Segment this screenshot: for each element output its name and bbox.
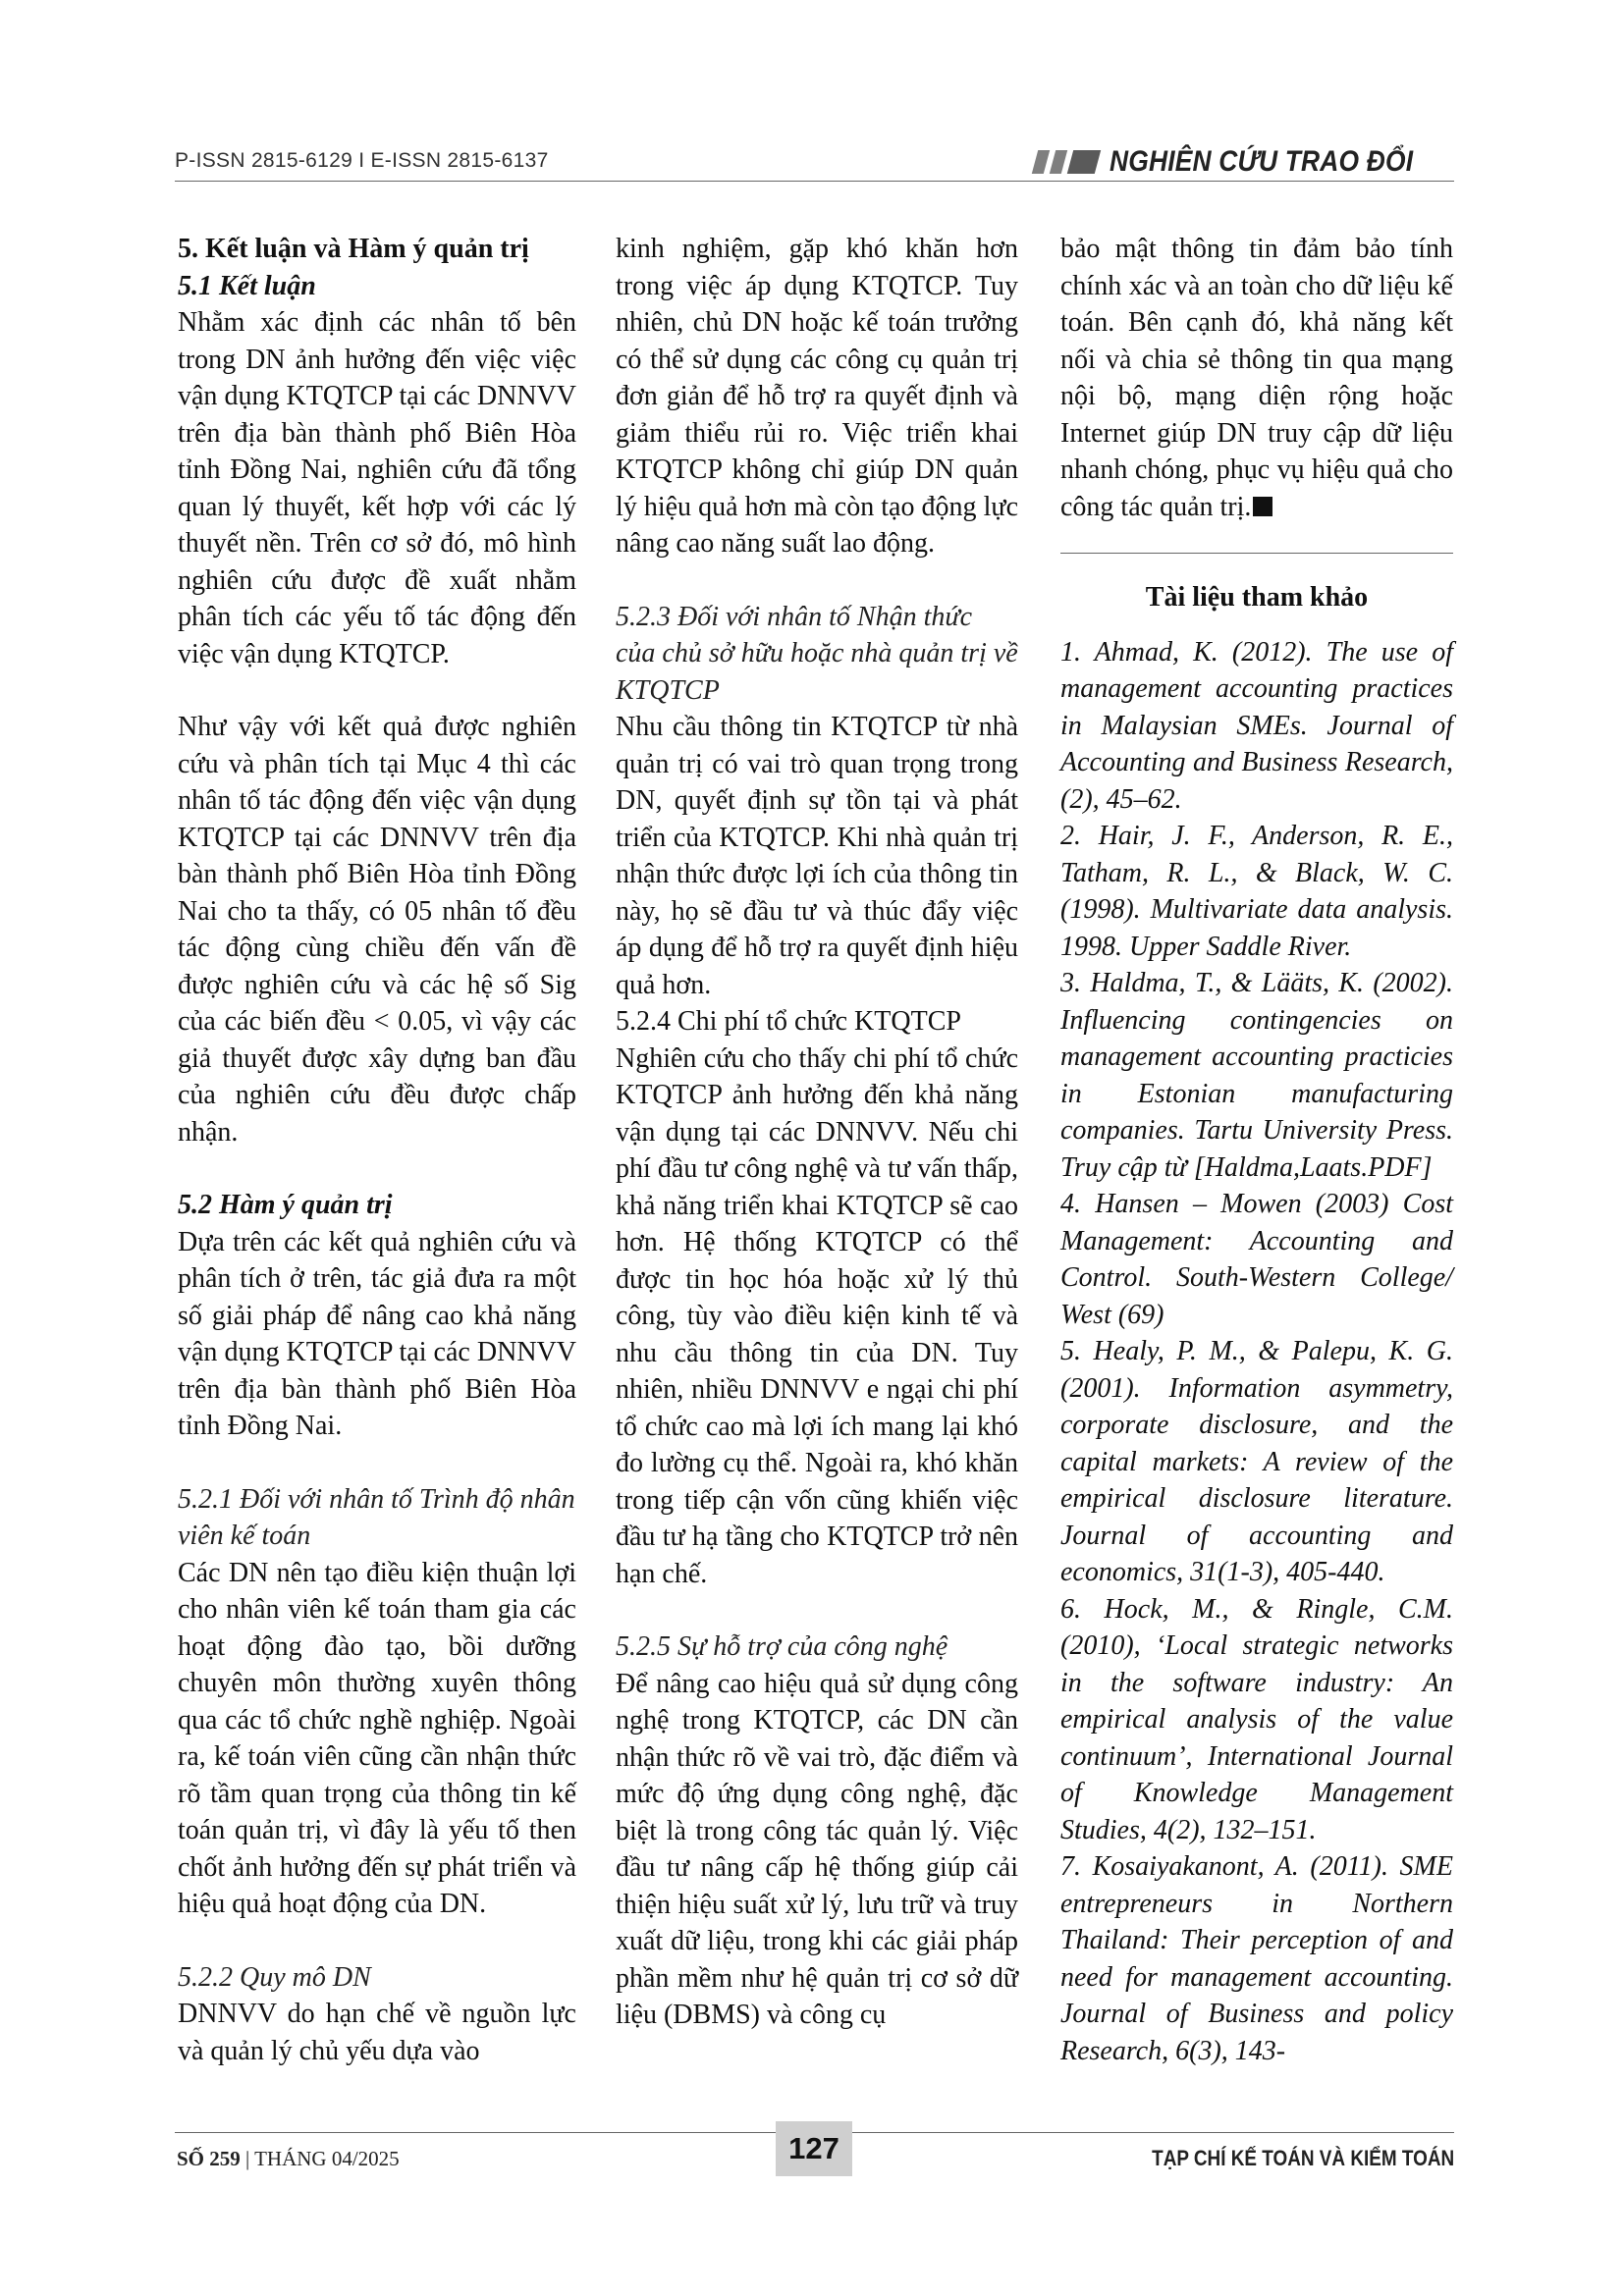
reference-item: 5. Healy, P. M., & Palepu, K. G. (2001). Information asymmetry, corporate disclosure, and the capital markets: A review of the empirical disclosure literature. Journal of accounting and economics, 31(1-3), 405-440. (1060, 1336, 1453, 1587)
paragraph: Nhằm xác định các nhân tố bên trong DN ảnh hưởng đến việc việc vận dụng KTQTCP tại các DNNVV trên địa bàn thành phố Biên Hòa tỉnh Đồng Nai, nghiên cứu đã tổng quan lý thuyết, kết hợp với các lý thuyết nền. Trên cơ sở đó, mô hình nghiên cứu được đề xuất nhằm phân tích các yếu tố tác động đến việc vận dụng KTQTCP. (178, 307, 576, 669)
end-mark-icon (1253, 497, 1272, 516)
subsection-heading: 5.1 Kết luận (178, 270, 316, 301)
issue-month: THÁNG 04/2025 (254, 2147, 400, 2170)
issn-header: P-ISSN 2815-6129 I E-ISSN 2815-6137 (175, 149, 549, 172)
paragraph-text: bảo mật thông tin đảm bảo tính chính xác và an toàn cho dữ liệu kế toán. Bên cạnh đó, khả năng kết nối và chia sẻ thông tin qua mạng nội bộ, mạng diện rộng hoặc Internet giúp DN truy cập dữ liệu nhanh chóng, phục vụ hiệu quả cho công tác quản trị. (1060, 234, 1453, 522)
section-header (1035, 145, 1454, 179)
subsubsection-heading: 5.2.3 Đối với nhân tố Nhận thức của chủ sở hữu hoặc nhà quản trị về KTQTCP (616, 601, 1018, 706)
paragraph: Nhu cầu thông tin KTQTCP từ nhà quản trị có vai trò quan trọng trong DN, quyết định sự tồn tại và phát triển của KTQTCP. Khi nhà quản trị nhận thức được lợi ích của thông tin này, họ sẽ đầu tư và thúc đẩy việc áp dụng để hỗ trợ ra quyết định hiệu quả hơn. (616, 712, 1018, 1000)
page-number: 127 (776, 2121, 852, 2176)
reference-item: 6. Hock, M., & Ringle, C.M. (2010), ‘Local strategic networks in the software industry: An empirical analysis of the value continuum’, International Journal of Knowledge Management Studies, 4(2), 132–151. (1060, 1593, 1453, 1845)
paragraph: Nghiên cứu cho thấy chi phí tổ chức KTQTCP ảnh hưởng đến khả năng vận dụng tại các DNNVV. Nếu chi phí đầu tư công nghệ và tư vấn thấp, khả năng triển khai KTQTCP sẽ cao hơn. Hệ thống KTQTCP có thể được tin học hóa hoặc xử lý thủ công, tùy vào điều kiện kinh tế và nhu cầu thông tin của DN. Tuy nhiên, nhiều DNNVV e ngại chi phí tổ chức cao mà lợi ích mang lại khó đo lường cụ thể. Ngoài ra, khó khăn trong tiếp cận vốn cũng khiến việc đầu tư hạ tầng cho KTQTCP trở nên hạn chế. (616, 1042, 1018, 1589)
issue-number: SỐ 259 (177, 2147, 241, 2170)
reference-item: 7. Kosaiyakanont, A. (2011). SME entrepreneurs in Northern Thailand: Their perception of and need for management accounting. Journal of Business and policy Research, 6(3), 143- (1060, 1851, 1453, 2066)
paragraph: Các DN nên tạo điều kiện thuận lợi cho nhân viên kế toán tham gia các hoạt động đào tạo, bồi dưỡng chuyên môn thường xuyên thông qua các tổ chức nghề nghiệp. Ngoài ra, kế toán viên cũng cần nhận thức rõ tầm quan trọng của thông tin kế toán quản trị, vì đây là yếu tố then chốt ảnh hưởng đến sự phát triển và hiệu quả hoạt động của DN. (178, 1557, 576, 1919)
subsection-heading: 5.2 Hàm ý quản trị (178, 1190, 393, 1220)
subsubsection-heading: 5.2.1 Đối với nhân tố Trình độ nhân viên kế toán (178, 1483, 575, 1551)
section-title: NGHIÊN CỨU TRAO ĐỔI (1109, 145, 1413, 178)
paragraph: Dựa trên các kết quả nghiên cứu và phân tích ở trên, tác giả đưa ra một số giải pháp để nâng cao khả năng vận dụng KTQTCP tại các DNNVV trên địa bàn thành phố Biên Hòa tỉnh Đồng Nai. (178, 1226, 576, 1441)
references-title: Tài liệu tham khảo (1145, 582, 1369, 613)
journal-name: TẠP CHÍ KẾ TOÁN VÀ KIỂM TOÁN (1151, 2146, 1454, 2170)
header-divider (175, 181, 1454, 182)
paragraph: Như vậy với kết quả được nghiên cứu và phân tích tại Mục 4 thì các nhân tố tác động đến việc vận dụng KTQTCP tại các DNNVV trên địa bàn thành phố Biên Hòa tỉnh Đồng Nai cho ta thấy, có 05 nhân tố đều tác động cùng chiều đến vấn đề được nghiên cứu và các hệ số Sig của các biến đều < 0.05, vì vậy các giả thuyết được xây dựng ban đầu của nghiên cứu đều được chấp nhận. (178, 712, 576, 1148)
footer-separator: | (240, 2147, 255, 2170)
subsubsection-heading: 5.2.5 Sự hỗ trợ của công nghệ (616, 1631, 948, 1662)
subsubsection-heading: 5.2.2 Quy mô DN (178, 1961, 371, 1993)
column-1 (178, 231, 576, 2069)
section-heading: 5. Kết luận và Hàm ý quản trị (178, 234, 529, 264)
paragraph (1060, 231, 1453, 525)
reference-item: 2. Hair, J. F., Anderson, R. E., Tatham, R. L., & Black, W. C. (1998). Multivariate data analysis. 1998. Upper Saddle River. (1060, 821, 1453, 962)
references-divider (1060, 553, 1453, 554)
column-3 (1060, 231, 1453, 2069)
paragraph: DNNVV do hạn chế về nguồn lực và quản lý chủ yếu dựa vào (178, 1999, 576, 2066)
paragraph: Để nâng cao hiệu quả sử dụng công nghệ trong KTQTCP, các DN cần nhận thức rõ về vai trò, đặc điểm và mức độ ứng dụng công nghệ, đặc biệt là trong công tác quản lý. Việc đầu tư nâng cấp hệ thống giúp cải thiện hiệu suất xử lý, lưu trữ và truy xuất dữ liệu, trong khi các giải pháp phần mềm như hệ quản trị cơ sở dữ liệu (DBMS) và công cụ (616, 1668, 1018, 2030)
reference-item: 1. Ahmad, K. (2012). The use of management accounting practices in Malaysian SMEs. Journal of Accounting and Business Research, (2), 45–62. (1060, 636, 1453, 815)
reference-item: 3. Haldma, T., & Lääts, K. (2002). Influencing contingencies on management accounting practicies in Estonian manufacturing companies. Tartu University Press. Truy cập từ [Haldma,Laats.PDF] (1060, 968, 1453, 1183)
column-2 (616, 231, 1018, 2034)
header-bars-decoration (1035, 150, 1098, 174)
paragraph: kinh nghiệm, gặp khó khăn hơn trong việc áp dụng KTQTCP. Tuy nhiên, chủ DN hoặc kế toán trưởng có thể sử dụng các công cụ quản trị đơn giản để hỗ trợ ra quyết định và giảm thiểu rủi ro. Việc triển khai KTQTCP không chỉ giúp DN quản lý hiệu quả hơn mà còn tạo động lực nâng cao năng suất lao động. (616, 234, 1018, 559)
footer-issue (177, 2147, 400, 2171)
subsubsection-heading: 5.2.4 Chi phí tổ chức KTQTCP (616, 1006, 961, 1037)
reference-item: 4. Hansen – Mowen (2003) Cost Management: Accounting and Control. South-Western College/ West (69) (1060, 1189, 1453, 1330)
